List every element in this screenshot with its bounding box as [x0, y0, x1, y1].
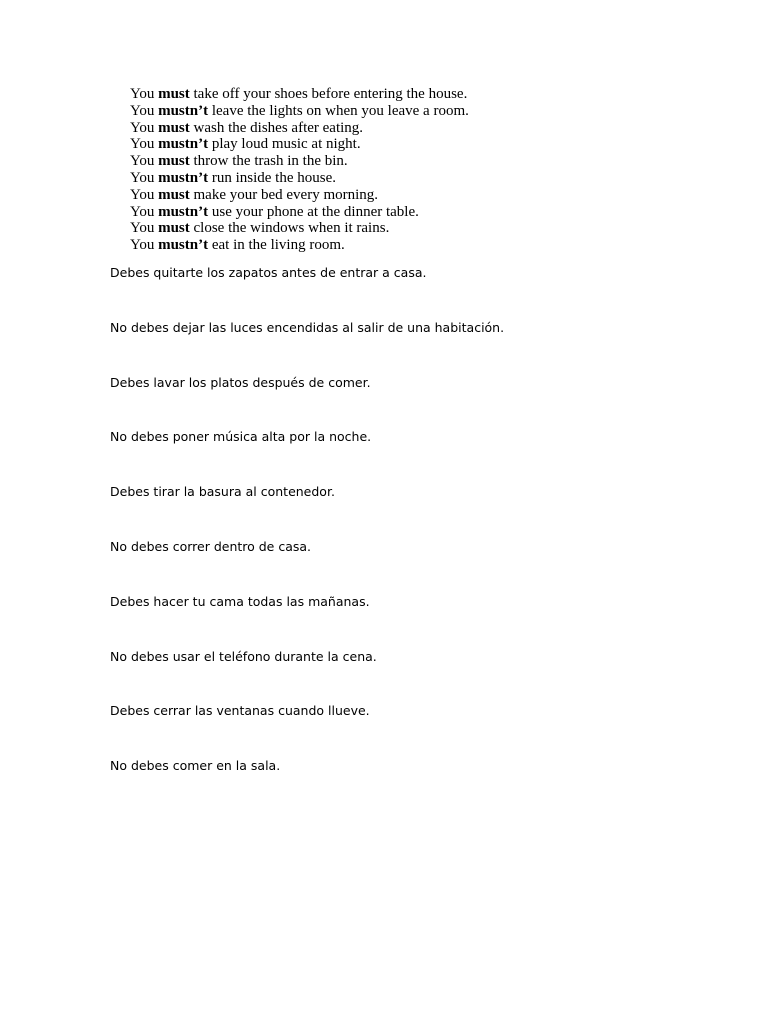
- sentence-rest: take off your shoes before entering the house.: [193, 86, 468, 102]
- sentence-subject: You: [130, 203, 155, 220]
- sentence-subject: You: [130, 169, 155, 186]
- modal-verb: must: [158, 186, 190, 203]
- modal-verb: must: [158, 119, 190, 136]
- sentence-rest: play loud music at night.: [211, 136, 361, 153]
- modal-verb: must: [158, 153, 190, 170]
- modal-verb: mustn’t: [158, 203, 209, 220]
- spanish-translation: No debes poner música alta por la noche.: [110, 429, 372, 445]
- modal-verb: mustn’t: [158, 136, 209, 153]
- english-sentence: [130, 120, 469, 137]
- sentence-rest: close the windows when it rains.: [193, 220, 390, 237]
- sentence-rest: wash the dishes after eating.: [193, 119, 364, 136]
- english-sentence: [130, 220, 469, 237]
- sentence-rest: throw the trash in the bin.: [193, 153, 348, 170]
- spanish-translation: Debes hacer tu cama todas las mañanas.: [110, 593, 370, 609]
- english-sentence: [130, 86, 469, 103]
- sentence-subject: You: [130, 237, 155, 254]
- modal-verb: must: [158, 86, 190, 102]
- sentence-subject: You: [130, 86, 155, 102]
- sentence-subject: You: [130, 136, 155, 153]
- english-sentence: [130, 153, 469, 170]
- spanish-translation: No debes usar el teléfono durante la cena.: [110, 648, 377, 664]
- english-sentence: [130, 103, 469, 120]
- spanish-translation: No debes dejar las luces encendidas al salir de una habitación.: [110, 319, 505, 335]
- english-sentence: [130, 170, 469, 187]
- english-sentence: [130, 136, 469, 153]
- sentence-rest: use your phone at the dinner table.: [211, 203, 419, 220]
- spanish-translation: No debes comer en la sala.: [110, 758, 281, 774]
- modal-verb: must: [158, 220, 190, 237]
- sentence-subject: You: [130, 119, 155, 136]
- sentence-rest: make your bed every morning.: [193, 186, 379, 203]
- sentence-rest: eat in the living room.: [211, 237, 345, 254]
- sentence-subject: You: [130, 102, 155, 119]
- english-sentence: [130, 237, 469, 254]
- spanish-translation: Debes tirar la basura al contenedor.: [110, 484, 335, 500]
- english-sentence: [130, 187, 469, 204]
- spanish-translation-list: [110, 265, 504, 813]
- sentence-rest: leave the lights on when you leave a room.: [211, 102, 469, 119]
- modal-verb: mustn’t: [158, 102, 209, 119]
- sentence-subject: You: [130, 153, 155, 170]
- modal-verb: mustn’t: [158, 237, 209, 254]
- spanish-translation: Debes cerrar las ventanas cuando llueve.: [110, 703, 370, 719]
- spanish-translation: No debes correr dentro de casa.: [110, 538, 312, 554]
- english-sentence: [130, 204, 469, 221]
- sentence-subject: You: [130, 220, 155, 237]
- english-sentence-list: [130, 86, 469, 254]
- sentence-rest: run inside the house.: [211, 169, 337, 186]
- spanish-translation: Debes lavar los platos después de comer.: [110, 374, 371, 390]
- sentence-subject: You: [130, 186, 155, 203]
- spanish-translation: Debes quitarte los zapatos antes de entrar a casa.: [110, 265, 427, 280]
- modal-verb: mustn’t: [158, 169, 209, 186]
